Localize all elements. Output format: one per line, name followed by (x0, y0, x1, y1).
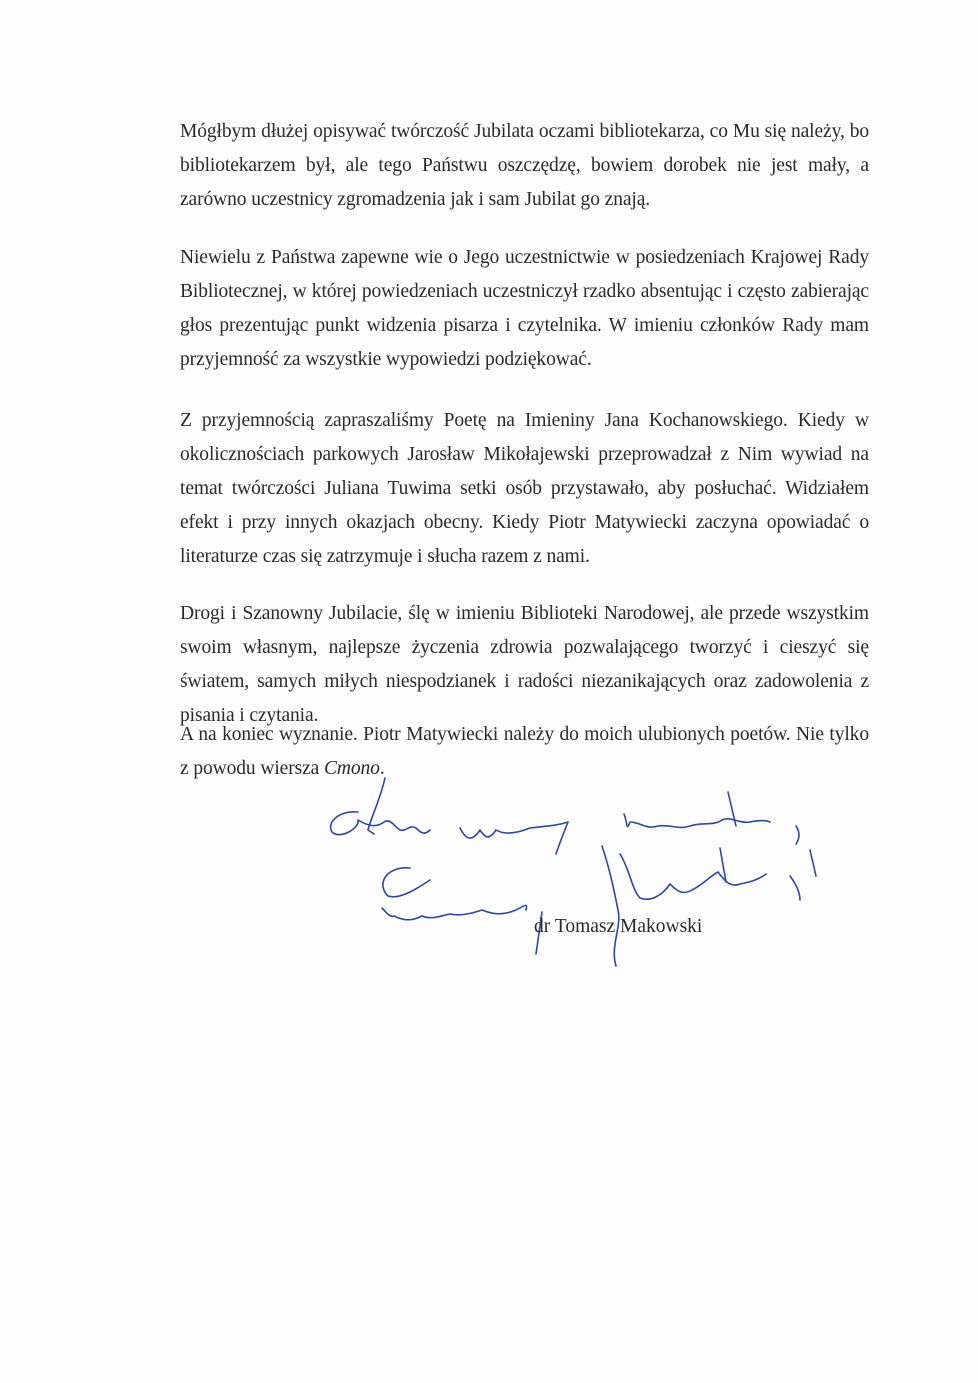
poem-title: Cmono (323, 758, 380, 779)
signature-stroke (810, 850, 816, 876)
paragraph-2 (121, 241, 869, 377)
paragraph-4 (121, 597, 869, 733)
signature-stroke (460, 822, 568, 854)
signature-stroke (620, 854, 766, 899)
signature-stroke (331, 812, 430, 835)
paragraph-3-text: Z przyjemnością zapraszaliśmy Poetę na Imieniny Jana Kochanowskiego. Kiedy w okolicznościach parkowych Jarosław Mikołajewski przeprowadzał z Nim wywiad na temat twórczości Juliana Tuwima setki osób przystawało, aby posłuchać. Widziałem efekt i przy innych okazjach obecny. Kiedy Piotr Matywiecki zaczyna opowiadać o literaturze czas się zatrzymuje i słucha razem z nami. (180, 410, 869, 567)
signature-stroke (790, 876, 800, 900)
signature-stroke (368, 830, 374, 834)
paragraph-3 (121, 404, 869, 574)
signature-stroke (624, 814, 770, 827)
paragraph-4-text: Drogi i Szanowny Jubilacie, ślę w imieniu Biblioteki Narodowej, ale przede wszystkim swoim własnym, najlepsze życzenia zdrowia pozwalającego tworzyć i cieszyć się światem, samych miłych niespodzianek i radości niezanikających oraz zadowolenia z pisania i czytania. (180, 603, 869, 726)
paragraph-1-text: Mógłbym dłużej opisywać twórczość Jubilata oczami bibliotekarza, co Mu się należy, bo bibliotekarzem był, ale tego Państwu oszczędzę, bowiem dorobek nie jest mały, a zarówno uczestnicy zgromadzenia jak i sam Jubilat go znają. (180, 121, 869, 210)
paragraph-2-text: Niewielu z Państwa zapewne wie o Jego uczestnictwie w posiedzeniach Krajowej Rady Bibliotecznej, w której powiedzeniach uczestniczył rzadko absentując i często zabierając głos prezentując punkt widzenia pisarza i czytelnika. W imieniu członków Rady mam przyjemność za wszystkie wypowiedzi podziękować. (180, 247, 869, 370)
signature-stroke (383, 868, 430, 897)
signature-stroke (796, 826, 799, 844)
author-name: dr Tomasz Makowski (534, 916, 703, 937)
signature-stroke (602, 846, 619, 966)
signature-stroke (382, 905, 527, 919)
handwritten-signature (310, 770, 830, 980)
closing-text: A na koniec wyznanie. Piotr Matywiecki należy do moich ulubionych poetów. Nie tylko z powodu wiersza (180, 724, 869, 779)
closing-period: . (379, 758, 385, 779)
paragraph-1 (121, 115, 869, 217)
signature-stroke (728, 792, 736, 826)
